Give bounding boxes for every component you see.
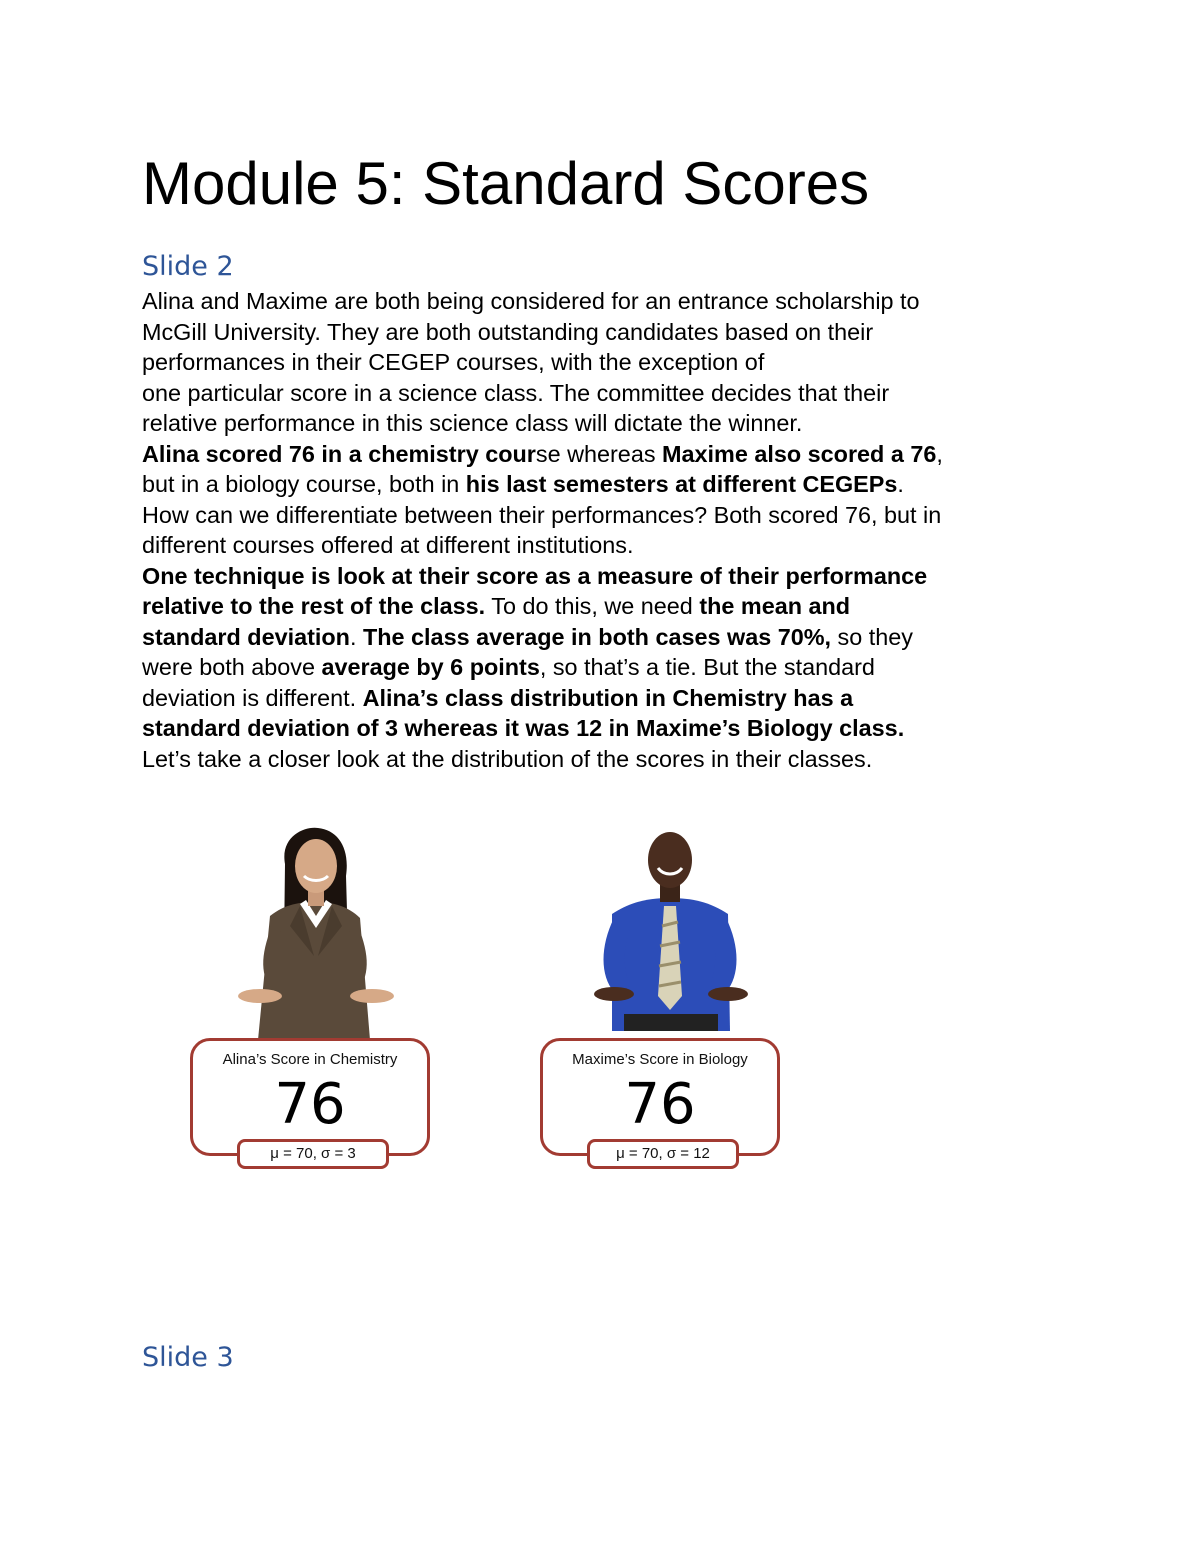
maxime-score-value: 76 xyxy=(624,1072,696,1137)
alina-score-value: 76 xyxy=(274,1072,346,1137)
text-run: were both above xyxy=(142,654,322,680)
alina-card-label: Alina’s Score in Chemistry xyxy=(222,1051,398,1068)
bold-text-run: relative to the rest of the class. xyxy=(142,593,486,619)
text-run: McGill University. They are both outstanding candidates based on their xyxy=(142,318,874,345)
text-run: but in a biology course, both in xyxy=(142,471,466,497)
body-line xyxy=(142,652,1072,683)
body-line xyxy=(142,683,1072,714)
alina-score-card xyxy=(190,1038,430,1162)
text-run: deviation is different. xyxy=(142,684,363,711)
bold-text-run: Alina’s class distribution in Chemistry has a xyxy=(362,684,854,711)
text-run: so they xyxy=(831,623,913,650)
text-run: , xyxy=(936,440,943,467)
body-line xyxy=(142,469,1072,500)
text-run: To do this, we need xyxy=(485,593,700,619)
alina-illustration xyxy=(230,826,400,1040)
bold-text-run: standard deviation of 3 whereas it was 12 in Maxime’s Biology class. xyxy=(142,715,905,741)
bold-text-run: Alina scored 76 in a chemistry cour xyxy=(142,440,536,467)
text-run: performances in their CEGEP courses, with the exception of xyxy=(142,349,765,375)
text-run: one particular score in a science class. The committee decides that their xyxy=(142,379,890,406)
body-line xyxy=(142,622,1072,653)
text-run: Alina and Maxime are both being considered for an entrance scholarship to xyxy=(142,288,920,314)
bold-text-run: the mean and xyxy=(699,593,851,619)
body-line xyxy=(142,530,1072,561)
text-run: se whereas xyxy=(535,440,663,467)
text-run: different courses offered at different institutions. xyxy=(142,532,634,558)
body-line xyxy=(142,561,1072,592)
bold-text-run: The class average in both cases was 70%, xyxy=(362,623,832,650)
body-line xyxy=(142,286,1072,317)
body-line xyxy=(142,408,1072,439)
body-line xyxy=(142,439,1072,470)
text-run: . xyxy=(897,471,904,497)
maxime-mean-sd-badge: μ = 70, σ = 12 xyxy=(587,1139,739,1169)
bold-text-run: his last semesters at different CEGEPs xyxy=(465,471,898,497)
bold-text-run: average by 6 points xyxy=(321,654,540,680)
slide-2-heading: Slide 2 xyxy=(142,251,234,282)
maxime-score-card xyxy=(540,1038,780,1162)
slide-3-heading: Slide 3 xyxy=(142,1342,234,1373)
body-line xyxy=(142,744,1072,775)
text-run: , so that’s a tie. But the standard xyxy=(539,654,875,680)
body-line xyxy=(142,500,1072,531)
body-line xyxy=(142,713,1072,744)
bold-text-run: One technique is look at their score as a measure of their performance xyxy=(142,562,928,589)
maxime-card-label: Maxime’s Score in Biology xyxy=(572,1051,748,1068)
text-run: Let’s take a closer look at the distribution of the scores in their classes. xyxy=(142,745,873,772)
maxime-illustration xyxy=(590,826,750,1036)
text-run: . xyxy=(349,623,363,650)
page-title: Module 5: Standard Scores xyxy=(142,150,870,217)
body-line xyxy=(142,317,1072,348)
slide-2-body-text xyxy=(142,286,1072,774)
bold-text-run: Maxime also scored a 76 xyxy=(662,440,937,467)
text-run: relative performance in this science class will dictate the winner. xyxy=(142,410,803,436)
body-line xyxy=(142,591,1072,622)
body-line xyxy=(142,347,1072,378)
alina-mean-sd-badge: μ = 70, σ = 3 xyxy=(237,1139,389,1169)
text-run: How can we differentiate between their performances? Both scored 76, but in xyxy=(142,501,942,528)
bold-text-run: standard deviation xyxy=(142,623,350,650)
body-line xyxy=(142,378,1072,409)
